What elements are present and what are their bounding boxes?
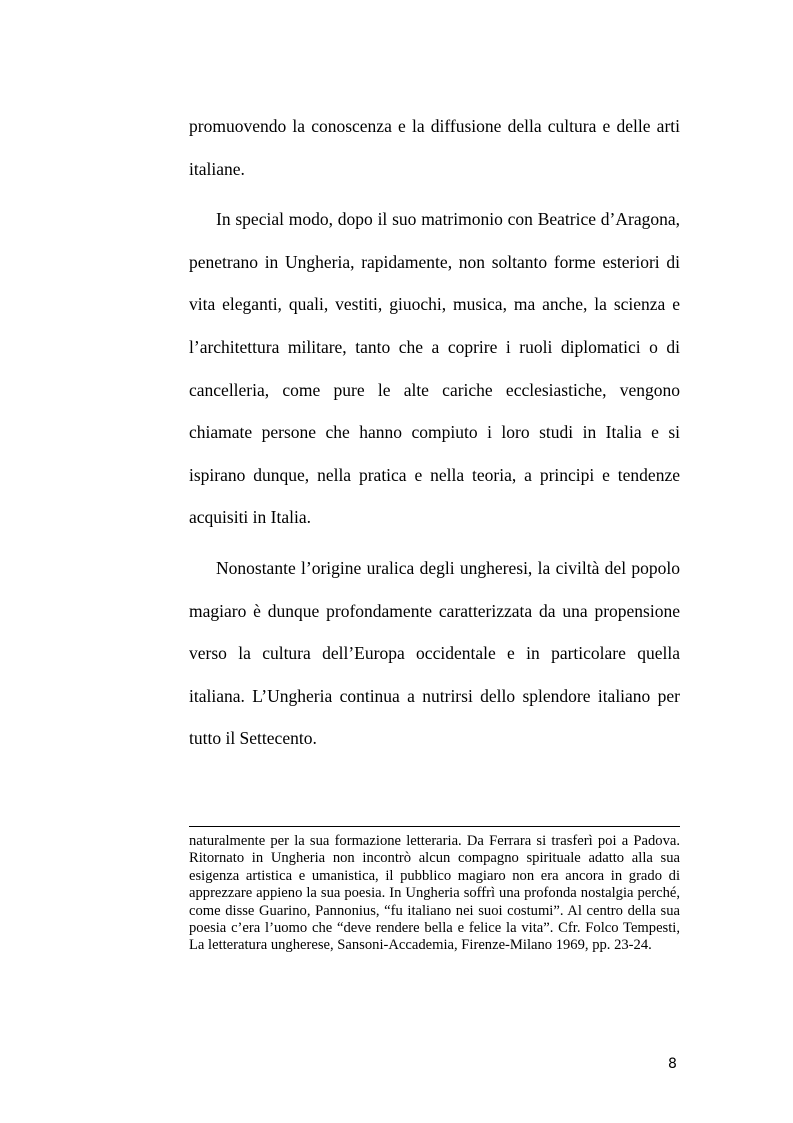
paragraph-beatrice: In special modo, dopo il suo matrimonio con Beatrice d’Aragona, penetrano in Ungheria, rapidamente, non soltanto forme esteriori di vita eleganti, quali, vestiti, giuochi, musica, ma anche, la scienza e l’architettura militare, tanto che a coprire i ruoli diplomatici o di cancelleria, come pure le alte cariche ecclesiastiche, vengono chiamate persone che hanno compiuto i loro studi in Italia e si ispirano dunque, nella pratica e nella teoria, a principi e tendenze acquisiti in Italia. — [189, 209, 680, 528]
paragraph-origine-uralica: Nonostante l’origine uralica degli ungheresi, la civiltà del popolo magiaro è dunque profondamente caratterizzata da una propensione verso la cultura dell’Europa occidentale e in particolare quella italiana. L’Ungheria continua a nutrirsi dello splendore italiano per tutto il Settecento. — [189, 557, 680, 749]
paragraph-continuation: promuovendo la conoscenza e la diffusione della cultura e delle arti italiane. — [189, 116, 680, 179]
main-text — [189, 105, 680, 768]
page-number: 8 — [668, 1056, 677, 1072]
footnote-text: naturalmente per la sua formazione letteraria. Da Ferrara si trasferì poi a Padova. Ritornato in Ungheria non incontrò alcun compagno spirituale adatto alla sua esigenza artistica e umanistica, il pubblico magiaro non era ancora in grado di apprezzare appieno la sua poesia. In Ungheria soffrì una profonda nostalgia perché, come disse Guarino, Pannonius, “fu italiano nei suoi costumi”. Al centro della sua poesia c’era l’uomo che “deve rendere bella e felice la vita”. Cfr. Folco Tempesti, La letteratura ungherese, Sansoni-Accademia, Firenze-Milano 1969, pp. 23-24. — [189, 833, 680, 954]
footnote-separator — [189, 826, 680, 827]
